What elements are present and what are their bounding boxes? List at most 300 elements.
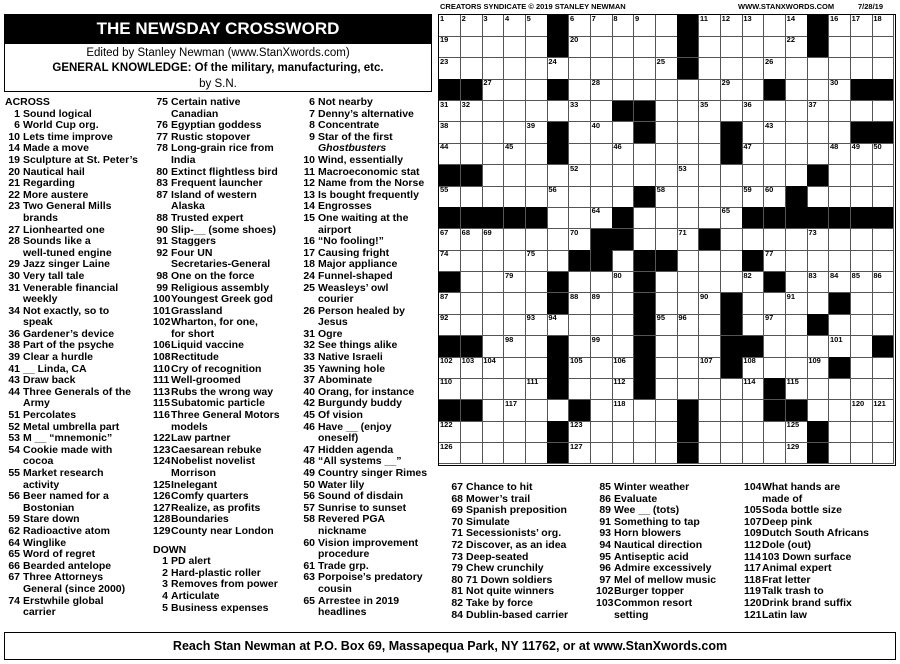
grid-cell[interactable] [742,400,764,422]
grid-cell[interactable] [482,165,504,187]
grid-cell[interactable] [699,250,721,272]
grid-cell[interactable] [786,15,808,37]
grid-cell[interactable] [569,229,591,251]
grid-cell[interactable] [677,101,699,123]
grid-cell[interactable] [591,378,613,400]
grid-cell[interactable] [721,79,743,101]
grid-cell[interactable] [677,165,699,187]
grid-cell[interactable] [634,58,656,80]
grid-cell[interactable] [461,272,483,294]
grid-cell[interactable] [439,357,461,379]
grid-cell[interactable] [721,101,743,123]
grid-cell[interactable] [656,378,678,400]
grid-cell[interactable] [482,250,504,272]
grid-cell[interactable] [764,357,786,379]
grid-cell[interactable] [591,293,613,315]
grid-cell[interactable] [482,336,504,358]
grid-cell[interactable] [677,186,699,208]
grid-cell[interactable] [872,443,894,465]
grid-cell[interactable] [482,36,504,58]
grid-cell[interactable] [699,272,721,294]
grid-cell[interactable] [829,421,851,443]
grid-cell[interactable] [504,400,526,422]
grid-cell[interactable] [569,336,591,358]
grid-cell[interactable] [764,143,786,165]
grid-cell[interactable] [634,165,656,187]
grid-cell[interactable] [504,336,526,358]
grid-cell[interactable] [504,15,526,37]
grid-cell[interactable] [526,250,548,272]
grid-cell[interactable] [742,143,764,165]
grid-cell[interactable] [504,250,526,272]
grid-cell[interactable] [547,229,569,251]
grid-cell[interactable] [526,143,548,165]
grid-cell[interactable] [699,15,721,37]
grid-cell[interactable] [829,79,851,101]
grid-cell[interactable] [439,250,461,272]
grid-cell[interactable] [699,186,721,208]
grid-cell[interactable] [656,293,678,315]
grid-cell[interactable] [786,101,808,123]
grid-cell[interactable] [526,272,548,294]
grid-cell[interactable] [742,122,764,144]
grid-cell[interactable] [439,101,461,123]
grid-cell[interactable] [699,336,721,358]
grid-cell[interactable] [807,293,829,315]
grid-cell[interactable] [721,186,743,208]
grid-cell[interactable] [656,101,678,123]
grid-cell[interactable] [612,357,634,379]
grid-cell[interactable] [742,58,764,80]
grid-cell[interactable] [482,101,504,123]
grid-cell[interactable] [634,229,656,251]
grid-cell[interactable] [872,400,894,422]
grid-cell[interactable] [677,357,699,379]
grid-cell[interactable] [786,143,808,165]
grid-cell[interactable] [851,101,873,123]
grid-cell[interactable] [612,314,634,336]
grid-cell[interactable] [872,229,894,251]
grid-cell[interactable] [504,314,526,336]
grid-cell[interactable] [677,229,699,251]
grid-cell[interactable] [569,58,591,80]
grid-cell[interactable] [547,400,569,422]
grid-cell[interactable] [829,36,851,58]
grid-cell[interactable] [591,165,613,187]
grid-cell[interactable] [612,186,634,208]
grid-cell[interactable] [699,58,721,80]
grid-cell[interactable] [656,229,678,251]
grid-cell[interactable] [569,15,591,37]
grid-cell[interactable] [634,36,656,58]
grid-cell[interactable] [482,143,504,165]
grid-cell[interactable] [742,229,764,251]
grid-cell[interactable] [591,143,613,165]
grid-cell[interactable] [591,421,613,443]
grid-cell[interactable] [742,101,764,123]
grid-cell[interactable] [677,272,699,294]
grid-cell[interactable] [461,421,483,443]
grid-cell[interactable] [851,229,873,251]
grid-cell[interactable] [699,36,721,58]
grid-cell[interactable] [591,336,613,358]
grid-cell[interactable] [482,378,504,400]
grid-cell[interactable] [461,15,483,37]
grid-cell[interactable] [807,122,829,144]
grid-cell[interactable] [656,400,678,422]
grid-cell[interactable] [872,36,894,58]
grid-cell[interactable] [461,314,483,336]
grid-cell[interactable] [851,58,873,80]
grid-cell[interactable] [656,143,678,165]
grid-cell[interactable] [504,421,526,443]
grid-cell[interactable] [872,378,894,400]
grid-cell[interactable] [591,15,613,37]
grid-cell[interactable] [612,36,634,58]
grid-cell[interactable] [807,250,829,272]
grid-cell[interactable] [526,336,548,358]
grid-cell[interactable] [634,207,656,229]
grid-cell[interactable] [526,378,548,400]
grid-cell[interactable] [482,357,504,379]
grid-cell[interactable] [829,336,851,358]
grid-cell[interactable] [829,314,851,336]
grid-cell[interactable] [764,186,786,208]
grid-cell[interactable] [872,293,894,315]
grid-cell[interactable] [439,378,461,400]
grid-cell[interactable] [721,421,743,443]
grid-cell[interactable] [851,421,873,443]
grid-cell[interactable] [439,36,461,58]
grid-cell[interactable] [872,143,894,165]
grid-cell[interactable] [851,186,873,208]
grid-cell[interactable] [482,229,504,251]
grid-cell[interactable] [547,250,569,272]
grid-cell[interactable] [872,165,894,187]
grid-cell[interactable] [851,15,873,37]
grid-cell[interactable] [461,122,483,144]
grid-cell[interactable] [786,36,808,58]
grid-cell[interactable] [504,36,526,58]
grid-cell[interactable] [807,272,829,294]
grid-cell[interactable] [634,79,656,101]
grid-cell[interactable] [829,15,851,37]
grid-cell[interactable] [764,421,786,443]
grid-cell[interactable] [677,79,699,101]
grid-cell[interactable] [872,357,894,379]
grid-cell[interactable] [807,357,829,379]
grid-cell[interactable] [786,357,808,379]
grid-cell[interactable] [786,250,808,272]
grid-cell[interactable] [764,336,786,358]
grid-cell[interactable] [569,272,591,294]
grid-cell[interactable] [807,229,829,251]
grid-cell[interactable] [829,250,851,272]
grid-cell[interactable] [526,357,548,379]
grid-cell[interactable] [742,15,764,37]
grid-cell[interactable] [699,165,721,187]
grid-cell[interactable] [482,15,504,37]
grid-cell[interactable] [829,101,851,123]
grid-cell[interactable] [612,400,634,422]
grid-cell[interactable] [526,165,548,187]
grid-cell[interactable] [786,378,808,400]
grid-cell[interactable] [721,400,743,422]
grid-cell[interactable] [569,101,591,123]
grid-cell[interactable] [504,272,526,294]
grid-cell[interactable] [872,421,894,443]
grid-cell[interactable] [482,79,504,101]
grid-cell[interactable] [612,443,634,465]
grid-cell[interactable] [656,336,678,358]
grid-cell[interactable] [786,336,808,358]
grid-cell[interactable] [504,186,526,208]
grid-cell[interactable] [786,122,808,144]
grid-cell[interactable] [461,186,483,208]
grid-cell[interactable] [677,378,699,400]
grid-cell[interactable] [742,36,764,58]
grid-cell[interactable] [504,443,526,465]
grid-cell[interactable] [569,36,591,58]
grid-cell[interactable] [526,101,548,123]
grid-cell[interactable] [526,15,548,37]
grid-cell[interactable] [721,15,743,37]
grid-cell[interactable] [482,122,504,144]
grid-cell[interactable] [656,272,678,294]
grid-cell[interactable] [612,336,634,358]
grid-cell[interactable] [461,357,483,379]
grid-cell[interactable] [872,186,894,208]
grid-cell[interactable] [591,400,613,422]
grid-cell[interactable] [829,165,851,187]
grid-cell[interactable] [547,314,569,336]
grid-cell[interactable] [872,101,894,123]
grid-cell[interactable] [851,314,873,336]
grid-cell[interactable] [699,207,721,229]
grid-cell[interactable] [807,79,829,101]
grid-cell[interactable] [699,400,721,422]
grid-cell[interactable] [786,229,808,251]
grid-cell[interactable] [569,207,591,229]
grid-cell[interactable] [504,122,526,144]
grid-cell[interactable] [482,186,504,208]
grid-cell[interactable] [742,314,764,336]
grid-cell[interactable] [591,186,613,208]
grid-cell[interactable] [656,207,678,229]
grid-cell[interactable] [461,36,483,58]
grid-cell[interactable] [829,400,851,422]
grid-cell[interactable] [461,443,483,465]
grid-cell[interactable] [807,58,829,80]
grid-cell[interactable] [742,421,764,443]
grid-cell[interactable] [504,79,526,101]
grid-cell[interactable] [721,36,743,58]
grid-cell[interactable] [526,36,548,58]
grid-cell[interactable] [851,293,873,315]
grid-cell[interactable] [764,101,786,123]
grid-cell[interactable] [742,186,764,208]
grid-cell[interactable] [807,400,829,422]
grid-cell[interactable] [829,186,851,208]
grid-cell[interactable] [656,15,678,37]
grid-cell[interactable] [526,443,548,465]
grid-cell[interactable] [764,443,786,465]
grid-cell[interactable] [612,378,634,400]
grid-cell[interactable] [591,79,613,101]
grid-cell[interactable] [786,79,808,101]
grid-cell[interactable] [504,378,526,400]
grid-cell[interactable] [721,229,743,251]
grid-cell[interactable] [786,443,808,465]
grid-cell[interactable] [656,186,678,208]
grid-cell[interactable] [851,165,873,187]
grid-cell[interactable] [591,443,613,465]
grid-cell[interactable] [872,250,894,272]
grid-cell[interactable] [851,272,873,294]
grid-cell[interactable] [504,165,526,187]
grid-cell[interactable] [851,400,873,422]
grid-cell[interactable] [851,443,873,465]
grid-cell[interactable] [807,101,829,123]
grid-cell[interactable] [721,250,743,272]
grid-cell[interactable] [569,122,591,144]
grid-cell[interactable] [742,357,764,379]
grid-cell[interactable] [439,421,461,443]
grid-cell[interactable] [721,207,743,229]
grid-cell[interactable] [547,165,569,187]
grid-cell[interactable] [764,122,786,144]
grid-cell[interactable] [504,229,526,251]
grid-cell[interactable] [439,15,461,37]
grid-cell[interactable] [591,207,613,229]
grid-cell[interactable] [591,58,613,80]
grid-cell[interactable] [461,250,483,272]
grid-cell[interactable] [591,357,613,379]
grid-cell[interactable] [439,143,461,165]
grid-cell[interactable] [482,443,504,465]
grid-cell[interactable] [742,165,764,187]
grid-cell[interactable] [569,443,591,465]
grid-cell[interactable] [742,443,764,465]
grid-cell[interactable] [461,58,483,80]
grid-cell[interactable] [677,143,699,165]
grid-cell[interactable] [591,272,613,294]
grid-cell[interactable] [786,314,808,336]
grid-cell[interactable] [656,58,678,80]
grid-cell[interactable] [829,122,851,144]
grid-cell[interactable] [656,36,678,58]
grid-cell[interactable] [569,186,591,208]
grid-cell[interactable] [504,357,526,379]
grid-cell[interactable] [612,250,634,272]
grid-cell[interactable] [742,272,764,294]
grid-cell[interactable] [677,336,699,358]
grid-cell[interactable] [851,357,873,379]
grid-cell[interactable] [699,143,721,165]
grid-cell[interactable] [656,165,678,187]
grid-cell[interactable] [872,58,894,80]
grid-cell[interactable] [439,443,461,465]
grid-cell[interactable] [612,143,634,165]
grid-cell[interactable] [742,293,764,315]
grid-cell[interactable] [829,443,851,465]
grid-cell[interactable] [461,378,483,400]
grid-cell[interactable] [872,15,894,37]
grid-cell[interactable] [656,122,678,144]
grid-cell[interactable] [851,336,873,358]
grid-cell[interactable] [699,79,721,101]
grid-cell[interactable] [851,378,873,400]
grid-cell[interactable] [547,58,569,80]
grid-cell[interactable] [591,314,613,336]
grid-cell[interactable] [461,293,483,315]
grid-cell[interactable] [526,122,548,144]
grid-cell[interactable] [482,293,504,315]
grid-cell[interactable] [482,421,504,443]
grid-cell[interactable] [851,143,873,165]
grid-cell[interactable] [807,378,829,400]
grid-cell[interactable] [547,186,569,208]
grid-cell[interactable] [721,272,743,294]
grid-cell[interactable] [872,314,894,336]
grid-cell[interactable] [807,143,829,165]
grid-cell[interactable] [851,250,873,272]
grid-cell[interactable] [482,400,504,422]
grid-cell[interactable] [439,293,461,315]
grid-cell[interactable] [699,122,721,144]
grid-cell[interactable] [634,143,656,165]
grid-cell[interactable] [504,143,526,165]
grid-cell[interactable] [569,143,591,165]
grid-cell[interactable] [699,378,721,400]
grid-cell[interactable] [569,165,591,187]
grid-cell[interactable] [807,336,829,358]
grid-cell[interactable] [634,443,656,465]
grid-cell[interactable] [439,229,461,251]
grid-cell[interactable] [526,186,548,208]
grid-cell[interactable] [612,58,634,80]
grid-cell[interactable] [526,58,548,80]
grid-cell[interactable] [764,36,786,58]
grid-cell[interactable] [786,421,808,443]
grid-cell[interactable] [677,293,699,315]
grid-cell[interactable] [699,357,721,379]
grid-cell[interactable] [612,421,634,443]
grid-cell[interactable] [612,122,634,144]
grid-cell[interactable] [677,207,699,229]
grid-cell[interactable] [786,58,808,80]
grid-cell[interactable] [764,58,786,80]
grid-cell[interactable] [699,314,721,336]
grid-cell[interactable] [721,378,743,400]
grid-cell[interactable] [677,314,699,336]
grid-cell[interactable] [634,15,656,37]
grid-cell[interactable] [786,272,808,294]
grid-cell[interactable] [829,378,851,400]
grid-cell[interactable] [699,443,721,465]
grid-cell[interactable] [786,165,808,187]
grid-cell[interactable] [569,357,591,379]
grid-cell[interactable] [591,36,613,58]
grid-cell[interactable] [612,165,634,187]
grid-cell[interactable] [569,79,591,101]
grid-cell[interactable] [634,400,656,422]
grid-cell[interactable] [764,293,786,315]
grid-cell[interactable] [807,186,829,208]
grid-cell[interactable] [526,314,548,336]
grid-cell[interactable] [677,250,699,272]
grid-cell[interactable] [764,165,786,187]
